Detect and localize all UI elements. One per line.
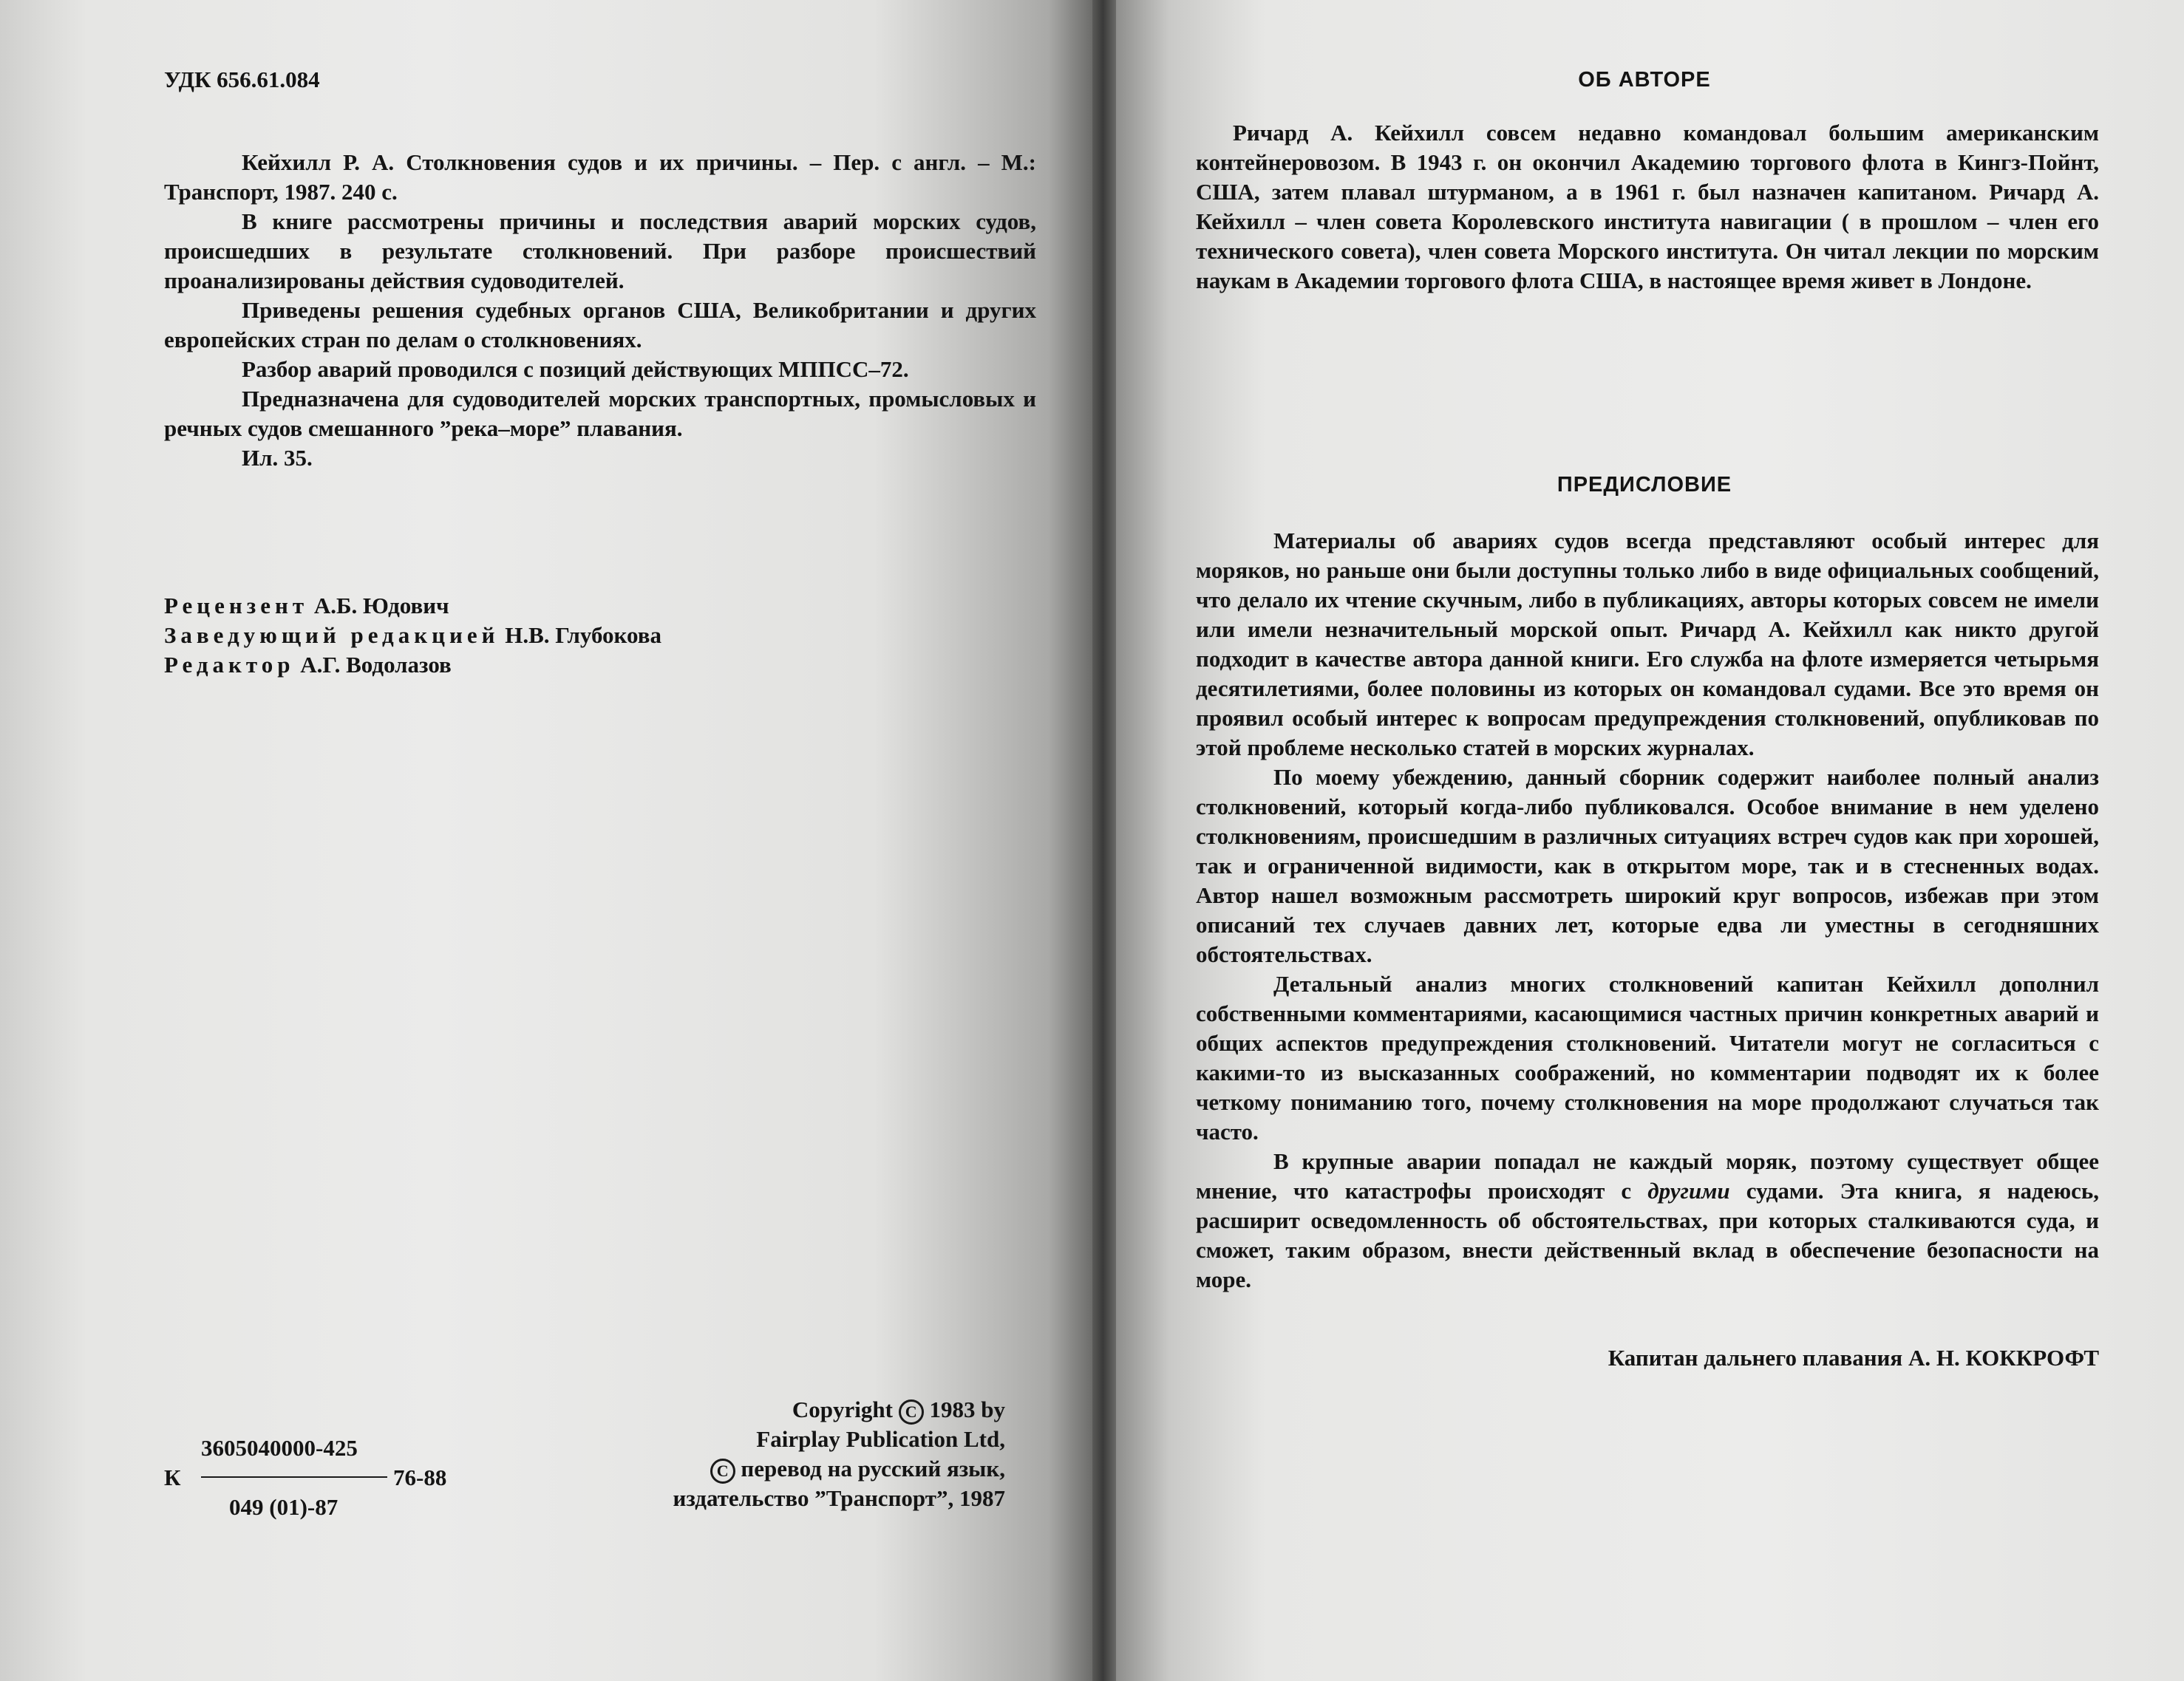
preface-emphasis: другими (1647, 1178, 1730, 1204)
preface-paragraph: Детальный анализ многих столкновений капитан Кейхилл дополнил собственными комментариями, касающимися частных причин конкретных аварий и общих аспектов предупреждения столкновений. Читатели могут не согласиться с какими-то из высказанных соображений, но комментарии подводят их к более четкому пониманию того, почему столкновения на море продолжают случаться так часто. (1196, 971, 2099, 1145)
preface-signature: Капитан дальнего плавания А. Н. КОККРОФТ (1608, 1345, 2099, 1371)
citation: Кейхилл Р. А. Столкновения судов и их причины. – Пер. с англ. – М.: Транспорт, 1987. 240 с. (164, 149, 1036, 205)
copyright-year: 1983 (929, 1397, 976, 1422)
copyright-icon: C (710, 1459, 735, 1484)
copyright-icon: C (899, 1399, 924, 1425)
catalog-numerator: 3605040000-425 (201, 1435, 358, 1461)
reviewer-role: Рецензент (164, 593, 309, 618)
bibliographic-block (164, 148, 1036, 473)
copyright-line (576, 1395, 1005, 1425)
copyright-by: by (981, 1397, 1005, 1422)
head-line (164, 621, 661, 650)
right-page (1116, 0, 2184, 1681)
preface-section (1196, 526, 2099, 1295)
catalog-formula (164, 1433, 474, 1537)
about-author-section (1196, 118, 2099, 296)
translation-line (576, 1454, 1005, 1484)
about-author-text: Ричард А. Кейхилл совсем недавно командовал большим американским контейнеровозом. В 1943 г. он окончил Академию торгового флота в Кингз-Пойнт, США, затем плавал штурманом, а в 1961 г. был назначен капитаном. Ричард А. Кейхилл – член совета Королевского института навигации ( в прошлом – член его технического совета), член совета Морского института. Он читал лекции по морским наукам в Академии торгового флота США, в настоящее время живет в Лондоне. (1196, 120, 2099, 293)
abstract-paragraph: В книге рассмотрены причины и последствия аварий морских судов, происшедших в результате столкновений. При разборе происшествий проанализированы действия судоводителей. (164, 208, 1036, 293)
illustrations-count: Ил. 35. (242, 445, 313, 471)
reviewer-line (164, 591, 661, 621)
credits-block (164, 591, 661, 680)
editor-role: Редактор (164, 652, 295, 678)
preface-heading: ПРЕДИСЛОВИЕ (1557, 473, 1732, 497)
editor-name: А.Г. Водолазов (300, 652, 452, 678)
abstract-paragraph: Разбор аварий проводился с позиций действующих МППСС–72. (242, 356, 909, 382)
udk-code: УДК 656.61.084 (164, 67, 320, 92)
preface-paragraph: По моему убеждению, данный сборник содержит наиболее полный анализ столкновений, который когда-либо публиковался. Особое внимание в нем уделено столкновениям, происшедшим в различных ситуациях встреч судов как при хорошей, так и ограниченной видимости, как в открытом море, так и в стесненных водах. Автор нашел возможным рассмотреть широкий круг вопросов, избежав при этом описаний тех случаев давних лет, которые едва ли уместны в сегодняшних обстоятельствах. (1196, 764, 2099, 967)
book-gutter (1092, 0, 1116, 1681)
editor-line (164, 650, 661, 680)
copyright-word: Copyright (792, 1397, 893, 1422)
catalog-letter: К (164, 1465, 181, 1490)
reviewer-name: А.Б. Юдович (313, 593, 449, 618)
head-role: Заведующий редакцией (164, 622, 500, 648)
publisher-line: Fairplay Publication Ltd, (756, 1426, 1005, 1452)
russian-publisher-line: издательство ”Транспорт”, 1987 (673, 1485, 1005, 1511)
preface-paragraph (1196, 1147, 2099, 1295)
catalog-denominator: 049 (01)-87 (229, 1494, 339, 1520)
preface-text: В крупные аварии попадал не каждый моряк, поэтому существует общее мнение, что катастрофы происходят с (1196, 1148, 2099, 1204)
preface-paragraph: Материалы об авариях судов всегда представляют особый интерес для моряков, но раньше они были доступны только либо в виде официальных сообщений, что делало их чтение скучным, либо в публикациях, авторы которых совсем не имели или имели незначительный морской опыт. Ричард А. Кейхилл как никто другой подходит в качестве автора данной книги. Его служба на флоте измеряется четырьмя десятилетиями, более половины из которых он командовал судами. Все это время он проявил особый интерес к вопросам предупреждения столкновений, опубликовав по этой проблеме несколько статей в морских журналах. (1196, 528, 2099, 760)
head-name: Н.В. Глубокова (505, 622, 661, 648)
abstract-paragraph: Приведены решения судебных органов США, Великобритании и других европейских стран по делам о столкновениях. (164, 297, 1036, 352)
copyright-block (576, 1395, 1005, 1513)
about-author-heading: ОБ АВТОРЕ (1578, 68, 1711, 92)
fraction-line (201, 1476, 387, 1478)
translation-text: перевод на русский язык, (741, 1456, 1005, 1481)
catalog-suffix: 76-88 (393, 1465, 447, 1490)
abstract-paragraph: Предназначена для судоводителей морских транспортных, промысловых и речных судов смешанного ”река–море” плавания. (164, 386, 1036, 441)
preface-text: судами. Эта книга, я надеюсь, расширит осведомленность об обстоятельствах, при которых сталкиваются суда, и сможет, таким образом, внести действенный вклад в обеспечение безопасности на море. (1196, 1178, 2100, 1292)
